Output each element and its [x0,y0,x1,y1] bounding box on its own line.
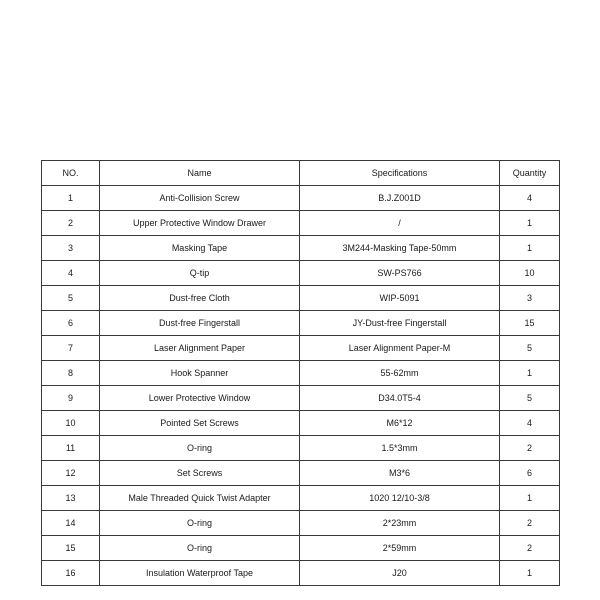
cell-specification: 2*23mm [300,511,500,536]
cell-quantity: 3 [500,286,560,311]
cell-specification: 3M244-Masking Tape-50mm [300,236,500,261]
cell-quantity: 1 [500,361,560,386]
cell-specification: 55-62mm [300,361,500,386]
cell-name: Lower Protective Window [100,386,300,411]
cell-specification: / [300,211,500,236]
table-header-row [42,161,560,186]
cell-name: Anti-Collision Screw [100,186,300,211]
parts-table [41,160,560,586]
cell-name: Upper Protective Window Drawer [100,211,300,236]
table-row [42,336,560,361]
cell-name: Pointed Set Screws [100,411,300,436]
table-row [42,536,560,561]
header-specifications: Specifications [300,161,500,186]
cell-no: 6 [42,311,100,336]
cell-quantity: 10 [500,261,560,286]
cell-quantity: 4 [500,411,560,436]
cell-specification: WIP-5091 [300,286,500,311]
cell-no: 14 [42,511,100,536]
cell-name: O-ring [100,436,300,461]
cell-specification: 1.5*3mm [300,436,500,461]
cell-quantity: 2 [500,436,560,461]
cell-specification: 1020 12/10-3/8 [300,486,500,511]
cell-quantity: 2 [500,511,560,536]
table-row [42,436,560,461]
table-row [42,561,560,586]
cell-no: 10 [42,411,100,436]
cell-name: O-ring [100,536,300,561]
cell-no: 3 [42,236,100,261]
cell-quantity: 1 [500,486,560,511]
table-row [42,486,560,511]
cell-no: 8 [42,361,100,386]
table-row [42,511,560,536]
cell-name: Masking Tape [100,236,300,261]
cell-specification: 2*59mm [300,536,500,561]
cell-no: 13 [42,486,100,511]
cell-name: Male Threaded Quick Twist Adapter [100,486,300,511]
cell-quantity: 5 [500,336,560,361]
cell-quantity: 1 [500,211,560,236]
header-quantity: Quantity [500,161,560,186]
table-row [42,311,560,336]
table-body [42,186,560,586]
cell-name: Q-tip [100,261,300,286]
table-row [42,286,560,311]
table-row [42,261,560,286]
cell-quantity: 15 [500,311,560,336]
cell-specification: Laser Alignment Paper-M [300,336,500,361]
cell-specification: B.J.Z001D [300,186,500,211]
cell-name: Dust-free Cloth [100,286,300,311]
cell-no: 5 [42,286,100,311]
table-row [42,236,560,261]
cell-name: Dust-free Fingerstall [100,311,300,336]
table-row [42,361,560,386]
header-name: Name [100,161,300,186]
cell-quantity: 1 [500,236,560,261]
table-row [42,386,560,411]
cell-specification: JY-Dust-free Fingerstall [300,311,500,336]
cell-no: 1 [42,186,100,211]
cell-specification: M6*12 [300,411,500,436]
cell-quantity: 4 [500,186,560,211]
cell-no: 16 [42,561,100,586]
cell-quantity: 1 [500,561,560,586]
table-row [42,186,560,211]
table-row [42,411,560,436]
cell-no: 9 [42,386,100,411]
cell-name: O-ring [100,511,300,536]
cell-name: Set Screws [100,461,300,486]
cell-quantity: 2 [500,536,560,561]
cell-quantity: 6 [500,461,560,486]
cell-specification: SW-PS766 [300,261,500,286]
cell-no: 12 [42,461,100,486]
cell-no: 4 [42,261,100,286]
cell-no: 7 [42,336,100,361]
header-no: NO. [42,161,100,186]
table-row [42,211,560,236]
cell-name: Hook Spanner [100,361,300,386]
cell-no: 2 [42,211,100,236]
cell-no: 11 [42,436,100,461]
cell-name: Laser Alignment Paper [100,336,300,361]
cell-specification: D34.0T5-4 [300,386,500,411]
cell-specification: J20 [300,561,500,586]
cell-name: Insulation Waterproof Tape [100,561,300,586]
cell-specification: M3*6 [300,461,500,486]
table-row [42,461,560,486]
cell-no: 15 [42,536,100,561]
cell-quantity: 5 [500,386,560,411]
